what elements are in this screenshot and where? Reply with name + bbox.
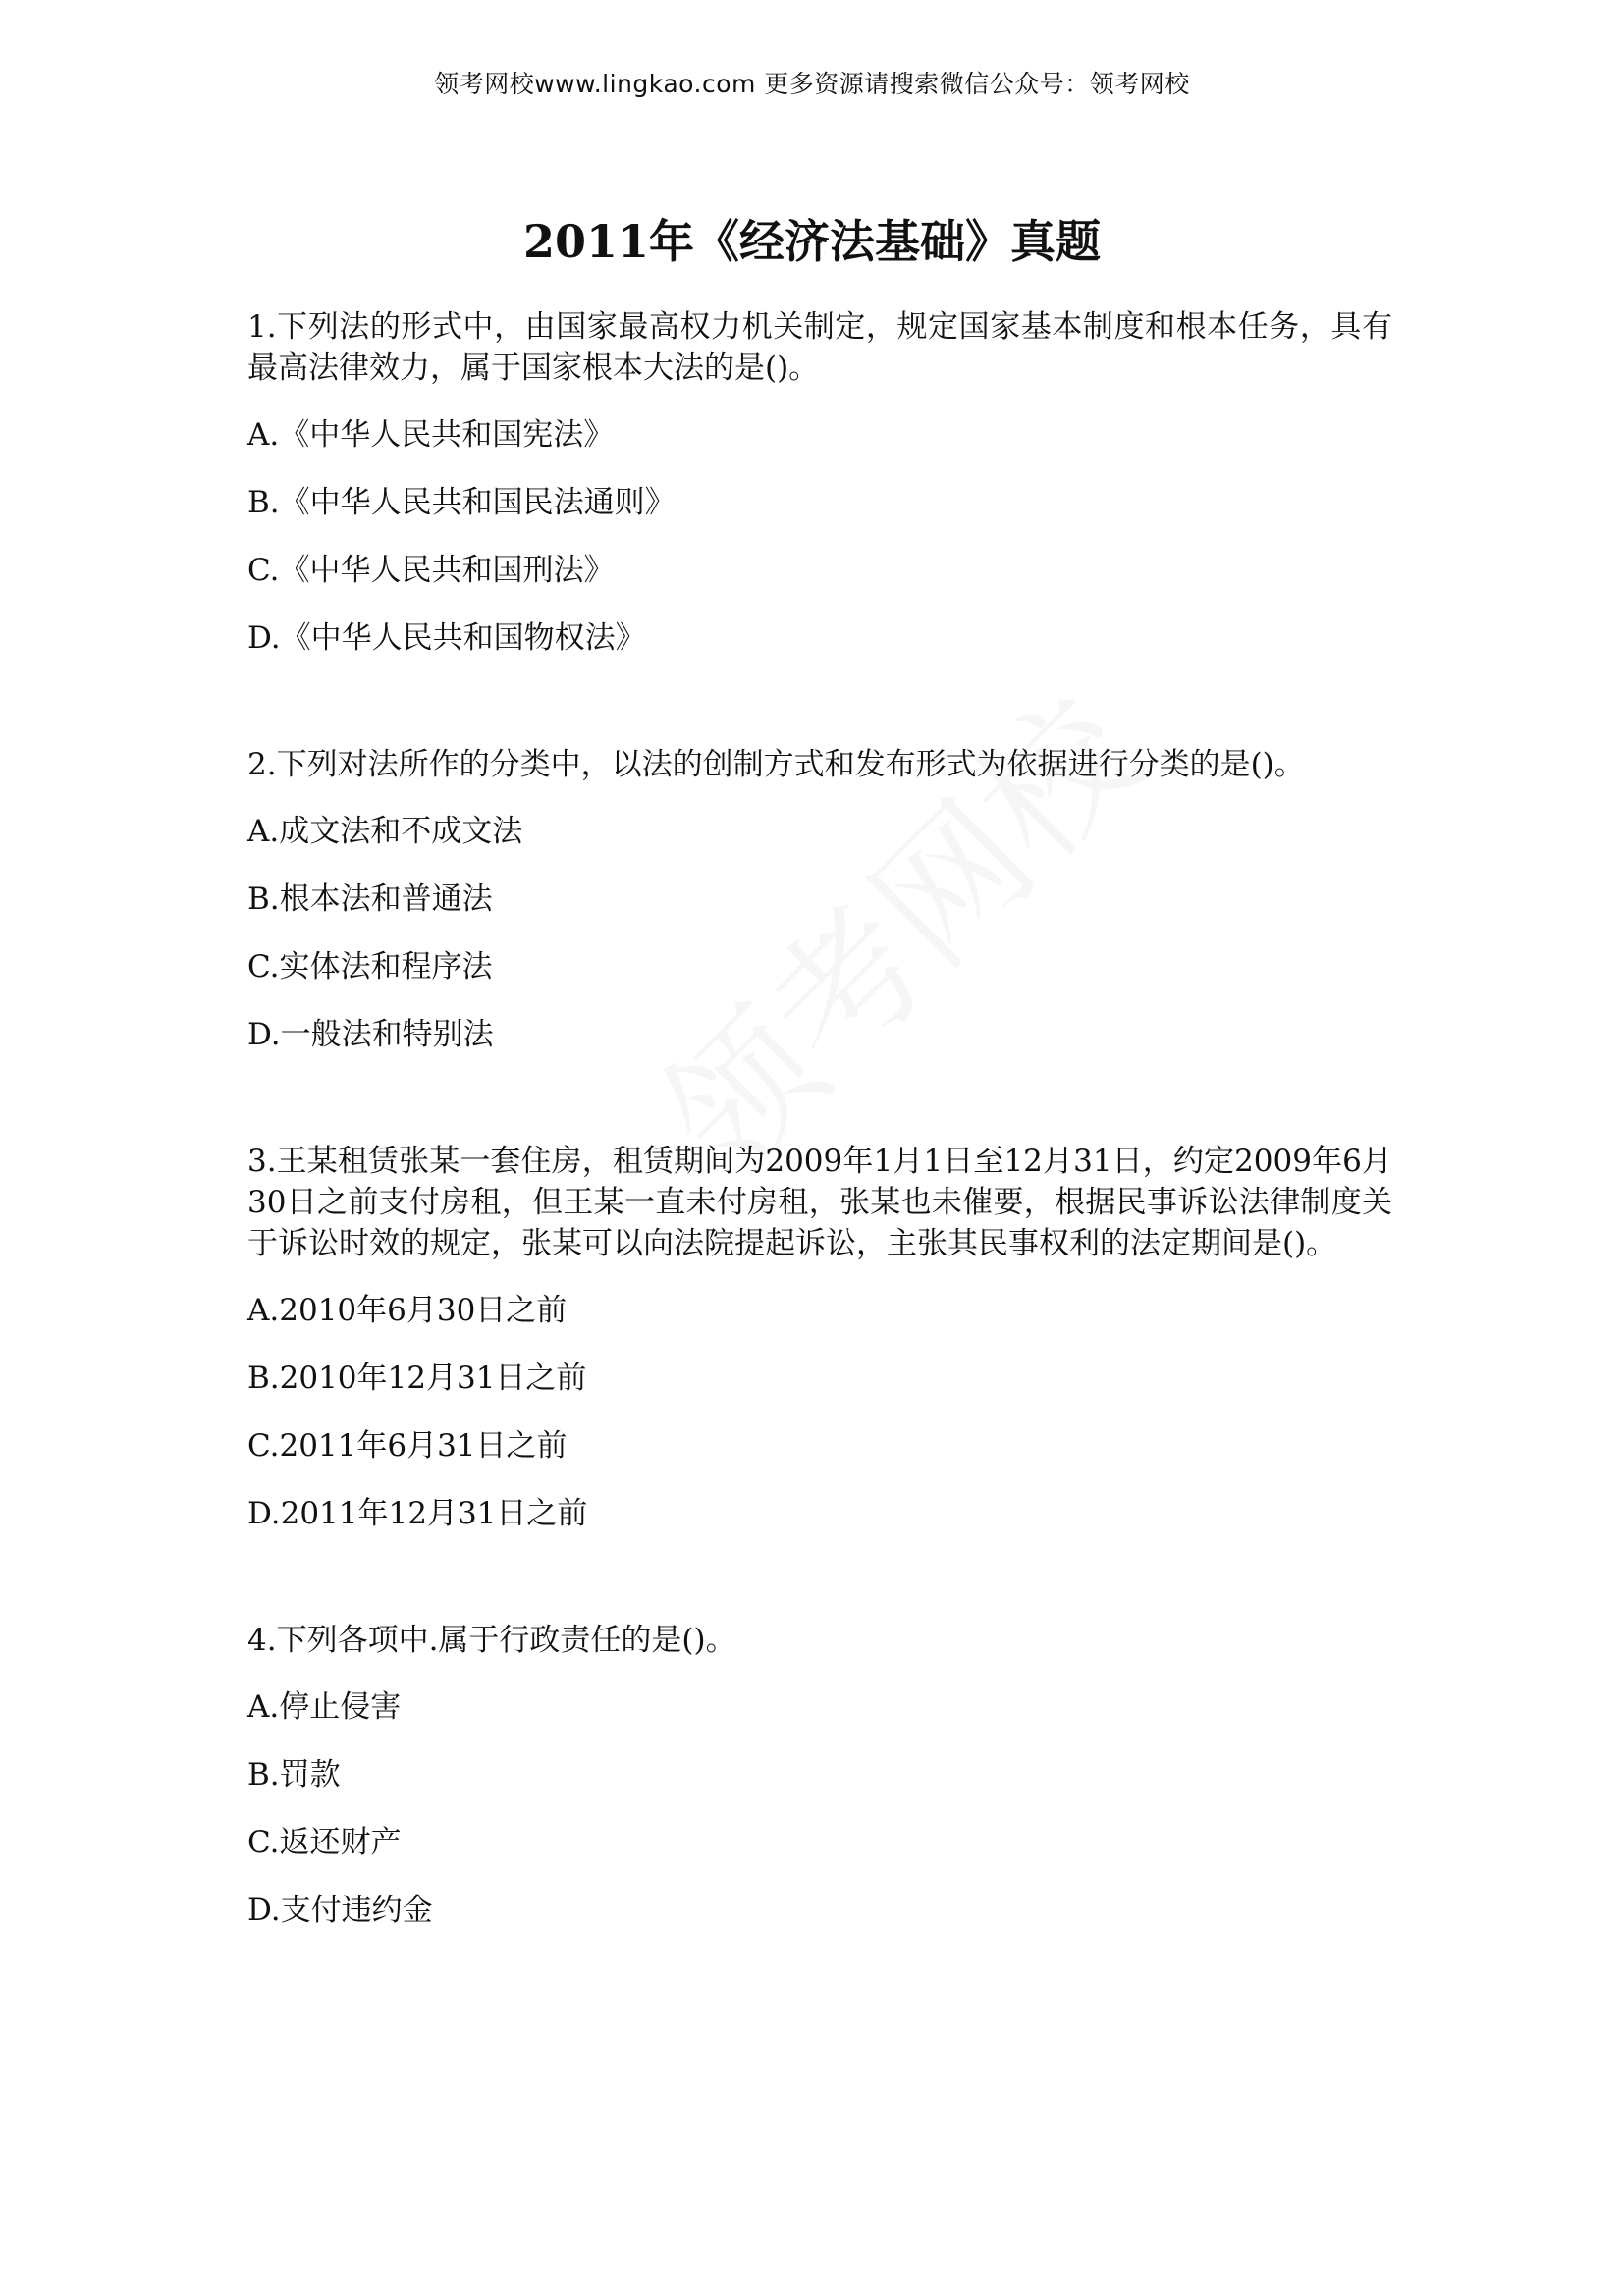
- question-1: [247, 306, 1392, 659]
- question-spacer: [247, 1082, 1392, 1141]
- option-a: A.《中华人民共和国宪法》: [247, 417, 615, 453]
- option-a: A.成文法和不成文法: [247, 814, 523, 849]
- option-c: C.《中华人民共和国刑法》: [247, 553, 615, 588]
- option-b: B.《中华人民共和国民法通则》: [247, 485, 676, 520]
- question-4: [247, 1620, 1392, 1931]
- option-b: B.罚款: [247, 1757, 341, 1792]
- question-spacer: [247, 1561, 1392, 1620]
- option-a: A.2010年6月30日之前: [247, 1293, 568, 1328]
- question-2: [247, 744, 1392, 1055]
- option-d: D.2011年12月31日之前: [247, 1496, 588, 1531]
- option-a: A.停止侵害: [247, 1689, 402, 1725]
- option-c: C.2011年6月31日之前: [247, 1428, 568, 1464]
- option-d: D.《中华人民共和国物权法》: [247, 620, 646, 656]
- question-3: [247, 1141, 1392, 1534]
- question-stem: 2.下列对法所作的分类中，以法的创制方式和发布形式为依据进行分类的是()。: [247, 747, 1305, 782]
- option-d: D.支付违约金: [247, 1893, 433, 1928]
- question-stem: 1.下列法的形式中，由国家最高权力机关制定，规定国家基本制度和根本任务，具有最高法律效力，属于国家根本大法的是()。: [247, 309, 1392, 386]
- question-list: [247, 306, 1392, 1957]
- document-title: 2011年《经济法基础》真题: [522, 215, 1102, 268]
- option-b: B.根本法和普通法: [247, 881, 493, 917]
- page-header: 领考网校www.lingkao.com 更多资源请搜索微信公众号：领考网校: [434, 70, 1190, 98]
- question-stem: 3.王某租赁张某一套住房，租赁期间为2009年1月1日至12月31日，约定2009年6月30日之前支付房租，但王某一直未付房租，张某也未催要，根据民事诉讼法律制度关于诉讼时效的规定，张某可以向法院提起诉讼，主张其民事权利的法定期间是()。: [247, 1144, 1392, 1261]
- option-b: B.2010年12月31日之前: [247, 1361, 587, 1396]
- option-d: D.一般法和特别法: [247, 1017, 494, 1052]
- question-stem: 4.下列各项中.属于行政责任的是()。: [247, 1623, 736, 1658]
- option-c: C.返还财产: [247, 1825, 402, 1860]
- question-spacer: [247, 685, 1392, 744]
- option-c: C.实体法和程序法: [247, 949, 493, 985]
